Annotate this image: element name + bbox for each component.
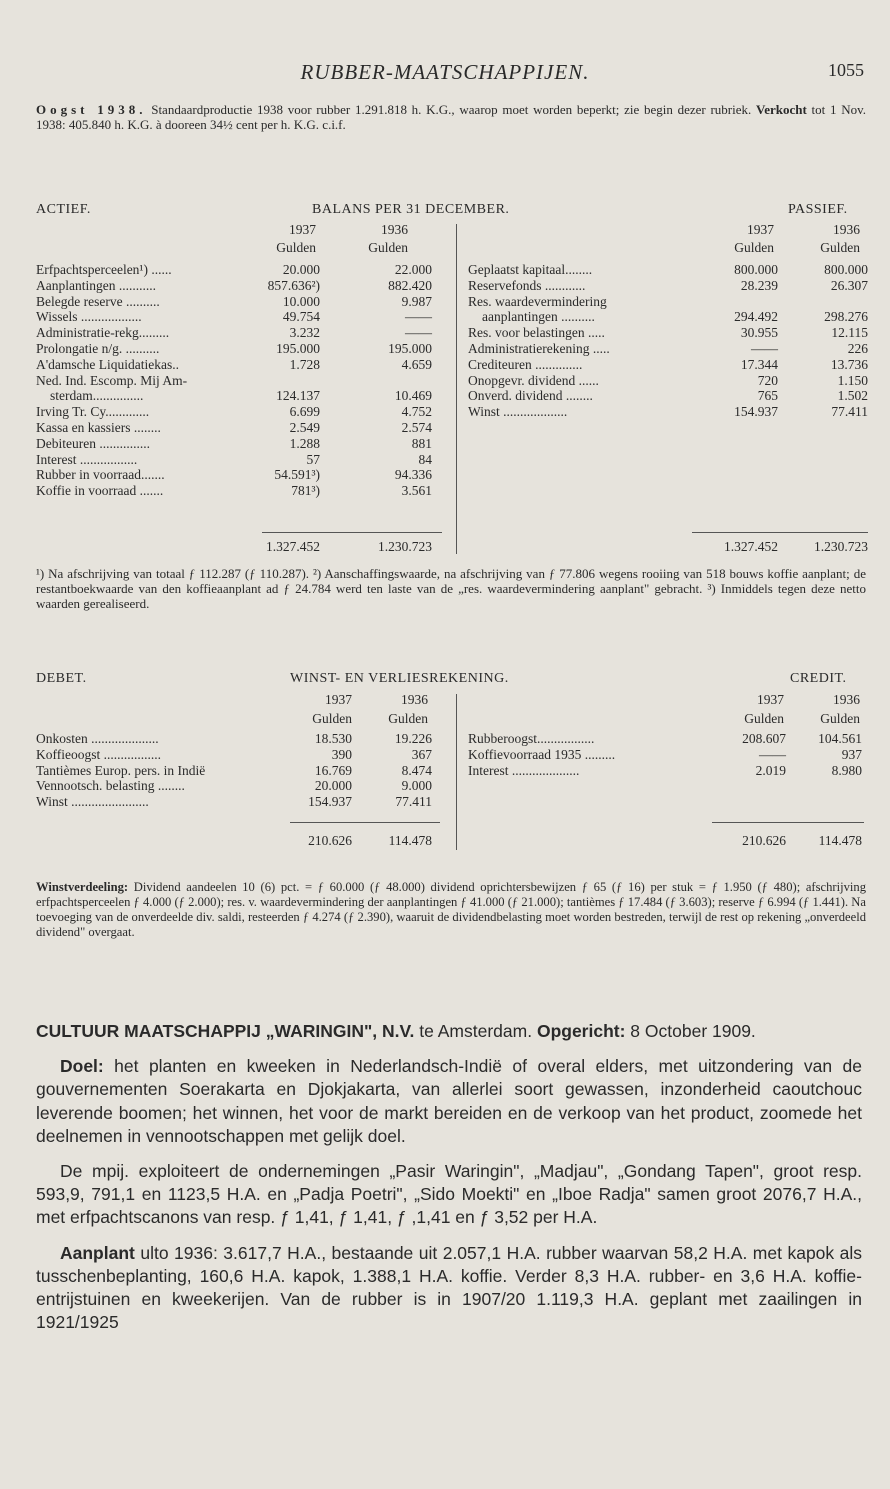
actief-value: 881 xyxy=(411,435,432,451)
passief-value: 154.937 xyxy=(734,404,778,420)
passief-label: Crediteuren .............. xyxy=(468,356,583,372)
passief-total-rule xyxy=(692,532,868,533)
passief-total-1936: 1.230.723 xyxy=(814,539,868,554)
actief-value: —— xyxy=(405,325,432,341)
passief-value: 30.955 xyxy=(740,325,778,341)
actief-label: Administratie-rekg......... xyxy=(36,325,170,341)
oogst-text-1: Standaardproductie 1938 voor rubber 1.291.818 h. K.G., waarop moet worden beperkt; zie begin dezer rubriek. xyxy=(146,102,756,117)
passief-label: Res. voor belastingen ..... xyxy=(468,325,605,341)
debet-label: Winst ....................... xyxy=(36,794,149,810)
opgericht-label: Opgericht: xyxy=(536,1021,626,1041)
winst-left-unit-2: Gulden xyxy=(388,711,428,726)
credit-value: 208.607 xyxy=(742,731,786,746)
winstverdeeling-paragraph xyxy=(36,880,866,940)
actief-total-1937: 1.327.452 xyxy=(266,539,320,554)
debet-1936-column xyxy=(360,731,432,810)
actief-value: 9.987 xyxy=(401,293,432,309)
passief-total-1937: 1.327.452 xyxy=(724,539,778,554)
passief-value: 800.000 xyxy=(734,262,778,277)
credit-1937-column xyxy=(706,731,786,778)
passief-label: Geplaatst kapitaal........ xyxy=(468,262,593,277)
debet-label: Tantièmes Europ. pers. in Indië xyxy=(36,762,206,778)
actief-value: 57 xyxy=(306,451,320,467)
debet-value: 18.530 xyxy=(314,731,352,746)
page-number: 1055 xyxy=(828,60,864,80)
debet-label: Koffieoogst ................. xyxy=(36,746,161,762)
actief-label: Debiteuren ............... xyxy=(36,435,150,451)
actief-value: 6.699 xyxy=(289,404,320,420)
passief-value: 13.736 xyxy=(830,356,868,372)
debet-value: 390 xyxy=(331,746,352,762)
actief-value: 857.636²) xyxy=(267,277,320,293)
winst-title: WINST- EN VERLIESREKENING. xyxy=(290,671,509,686)
actief-labels xyxy=(36,262,256,499)
balans-left-year-1936: 1936 xyxy=(381,222,408,237)
passief-label: Reservefonds ............ xyxy=(468,277,586,293)
opgericht-date: 8 October 1909. xyxy=(625,1021,756,1041)
actief-value: 781³) xyxy=(291,483,320,499)
actief-value: 1.728 xyxy=(289,356,320,372)
credit-total-1937: 210.626 xyxy=(742,833,786,848)
debet-labels xyxy=(36,731,286,810)
actief-title: ACTIEF. xyxy=(36,202,91,217)
actief-value: 84 xyxy=(418,451,432,467)
actief-value: 20.000 xyxy=(282,262,320,277)
passief-value: 800.000 xyxy=(824,262,868,277)
actief-label: Belegde reserve .......... xyxy=(36,293,160,309)
actief-value: 4.752 xyxy=(401,404,432,420)
actief-value xyxy=(250,373,320,389)
passief-value: 298.276 xyxy=(824,309,868,325)
actief-value: 10.469 xyxy=(394,388,432,404)
oogst-paragraph xyxy=(36,102,866,132)
running-header xyxy=(0,60,890,88)
credit-label: Interest .................... xyxy=(468,762,580,778)
company-location: te Amsterdam. xyxy=(414,1021,537,1041)
balans-right-unit-1: Gulden xyxy=(734,240,774,255)
passief-value xyxy=(700,294,778,310)
balans-left-unit-1: Gulden xyxy=(276,240,316,255)
passief-1937-column xyxy=(700,262,778,420)
actief-total-1936: 1.230.723 xyxy=(378,539,432,554)
actief-label: sterdam............... xyxy=(50,388,144,404)
actief-value: 22.000 xyxy=(394,262,432,277)
passief-value: 77.411 xyxy=(831,404,868,420)
company-section xyxy=(36,1020,862,1334)
actief-value: 4.659 xyxy=(401,356,432,372)
credit-1936-column xyxy=(790,731,862,778)
balans-left-year-1937: 1937 xyxy=(289,222,316,237)
winst-right-unit-1: Gulden xyxy=(744,711,784,726)
doel-label: Doel: xyxy=(60,1056,104,1077)
passief-labels xyxy=(468,262,698,420)
actief-label: Koffie in voorraad ....... xyxy=(36,483,164,499)
debet-total-rule xyxy=(290,822,440,823)
actief-label: Irving Tr. Cy............. xyxy=(36,404,150,420)
actief-value: —— xyxy=(405,309,432,325)
balans-title: BALANS PER 31 DECEMBER. xyxy=(312,202,510,217)
debet-value: 16.769 xyxy=(314,762,352,778)
aanplant-text: ulto 1936: 3.617,7 H.A., bestaande uit 2.057,1 H.A. rubber waarvan 58,2 H.A. met kapok als tusschenbeplanting, 160,6 H.A. kapok, 1.388,1 H.A. koffie. Verder 8,3 H.A. rubber- en 3,6 H.A. koffie-entrijstuinen en kweekerijen. Van de rubber is in 1907/20 1.119,3 H.A. geplant met zaailingen in 1921/1925 xyxy=(36,1242,862,1333)
passief-label: Onverd. dividend ........ xyxy=(468,388,593,404)
passief-value: 26.307 xyxy=(830,277,868,293)
debet-value: 367 xyxy=(411,746,432,762)
passief-value: 226 xyxy=(847,340,868,356)
balans-right-unit-2: Gulden xyxy=(820,240,860,255)
debet-label: Vennootsch. belasting ........ xyxy=(36,778,185,794)
actief-value: 54.591³) xyxy=(274,467,320,483)
debet-value: 20.000 xyxy=(314,778,352,794)
actief-label: Prolongatie n/g. .......... xyxy=(36,340,160,356)
actief-value: 3.561 xyxy=(401,483,432,499)
debet-value: 154.937 xyxy=(308,794,352,810)
passief-1936-column xyxy=(790,262,868,420)
credit-value: —— xyxy=(759,746,786,762)
actief-value: 1.288 xyxy=(289,435,320,451)
balans-right-year-1936: 1936 xyxy=(833,222,860,237)
passief-label: Res. waardevermindering xyxy=(468,293,607,309)
debet-label: Onkosten .................... xyxy=(36,731,159,746)
winst-divider xyxy=(456,694,457,850)
credit-value: 8.980 xyxy=(831,762,862,778)
passief-value: 294.492 xyxy=(734,309,778,325)
balans-right-year-1937: 1937 xyxy=(747,222,774,237)
winst-left-year-1937: 1937 xyxy=(325,692,352,707)
oogst-label: Oogst 1938. xyxy=(36,102,147,117)
actief-value: 10.000 xyxy=(282,293,320,309)
actief-label: Wissels .................. xyxy=(36,309,142,325)
doel-text: het planten en kweeken in Nederlandsch-Indië of overal elders, met uitzondering van de gouvernementen Soerakarta en Djokjakarta, van allerlei soort gewassen, inzonderheid caoutchouc leverende boomen; het winnen, het voor de markt bereiden en de verkoop van het product, zoomede het deelnemen in vennootschappen met gelijk doel. xyxy=(36,1056,862,1146)
balans-footnote: ¹) Na afschrijving van totaal ƒ 112.287 (ƒ 110.287). ²) Aanschaffingswaarde, na afschrijving van ƒ 77.806 wegens rooiing van 518 bouws koffie aanplant; de restantboekwaarde van den koffieaanplant ad ƒ 24.784 werd ten laste van de „res. waardevermindering aanplant" gebracht. ³) Inmiddels tegen deze netto waarden gerealiseerd. xyxy=(36,566,866,611)
credit-value: 937 xyxy=(841,746,862,762)
actief-value: 2.549 xyxy=(289,419,320,435)
debet-value: 77.411 xyxy=(395,794,432,810)
actief-value: 195.000 xyxy=(276,340,320,356)
winst-right-year-1937: 1937 xyxy=(757,692,784,707)
actief-label: Interest ................. xyxy=(36,451,138,467)
winst-right-unit-2: Gulden xyxy=(820,711,860,726)
passief-value: 765 xyxy=(757,388,778,404)
oogst-text-2: tot 1 Nov. 1938: 405.840 h. K.G. à dooreen 34½ cent per h. K.G. c.i.f. xyxy=(36,102,866,132)
passief-value: 1.150 xyxy=(837,372,868,388)
passief-value: 1.502 xyxy=(837,388,868,404)
passief-value: 12.115 xyxy=(831,325,868,341)
actief-label: A'damsche Liquidatiekas.. xyxy=(36,356,180,372)
aanplant-label: Aanplant xyxy=(60,1242,135,1263)
debet-value: 8.474 xyxy=(401,762,432,778)
company-name: CULTUUR MAATSCHAPPIJ „WARINGIN", N.V. xyxy=(36,1021,415,1041)
credit-label: Koffievoorraad 1935 ......... xyxy=(468,746,616,762)
actief-value: 195.000 xyxy=(388,340,432,356)
passief-label: Onopgevr. dividend ...... xyxy=(468,372,599,388)
debet-title: DEBET. xyxy=(36,671,87,686)
debet-total-1937: 210.626 xyxy=(308,833,352,848)
actief-value: 882.420 xyxy=(388,277,432,293)
doel-paragraph xyxy=(36,1055,862,1148)
passief-value: 17.344 xyxy=(740,356,778,372)
actief-label: Ned. Ind. Escomp. Mij Am- xyxy=(36,372,188,388)
passief-value xyxy=(790,294,868,310)
passief-label: aanplantingen .......... xyxy=(482,309,595,325)
debet-value: 9.000 xyxy=(401,778,432,794)
actief-value: 94.336 xyxy=(394,467,432,483)
debet-1937-column xyxy=(284,731,352,810)
actief-label: Aanplantingen ........... xyxy=(36,277,156,293)
actief-label: Erfpachtsperceelen¹) ...... xyxy=(36,262,172,277)
credit-title: CREDIT. xyxy=(790,671,847,686)
passief-value: —— xyxy=(751,340,778,356)
passief-label: Winst ................... xyxy=(468,404,568,420)
debet-value: 19.226 xyxy=(394,731,432,746)
balans-left-unit-2: Gulden xyxy=(368,240,408,255)
passief-value: 28.239 xyxy=(740,277,778,293)
debet-total-1936: 114.478 xyxy=(388,833,432,848)
credit-value: 2.019 xyxy=(755,762,786,778)
balans-divider xyxy=(456,224,457,554)
winst-left-unit-1: Gulden xyxy=(312,711,352,726)
passief-value: 720 xyxy=(757,372,778,388)
winstverdeeling-text: Dividend aandeelen 10 (6) pct. = ƒ 60.000 (ƒ 48.000) dividend oprichtersbewijzen ƒ 65 (ƒ 16) per stuk = ƒ 1.950 (ƒ 480); afschrijving erfpachtsperceelen ƒ 4.000 (ƒ 2.000); res. v. waardevermindering der aanplantingen ƒ 41.000 (ƒ 21.000); tantièmes ƒ 17.484 (ƒ 3.603); reserve ƒ 6.994 (ƒ 1.441). Na toevoeging van de onverdeelde div. saldi, resteerden ƒ 4.274 (ƒ 2.390), waaruit de dividendbelasting moet worden bestreden, terwijl de rest op rekening „onverdeeld dividend" overgaat. xyxy=(36,880,866,939)
company-heading xyxy=(36,1020,862,1043)
verkocht-label: Verkocht xyxy=(756,102,807,117)
credit-label: Rubberoogst................. xyxy=(468,731,595,746)
credit-value: 104.561 xyxy=(818,731,862,746)
mpij-paragraph: De mpij. exploiteert de ondernemingen „Pasir Waringin", „Madjau", „Gondang Tapen", groot resp. 593,9, 791,1 en 1123,5 H.A. en „Padja Poetri", „Sido Moekti" en „Iboe Radja" samen groot 2076,7 H.A., met erfpachtscanons van resp. ƒ 1,41, ƒ 1,41, ƒ ,1,41 en ƒ 3,52 per H.A. xyxy=(36,1161,862,1228)
actief-1936-column xyxy=(340,262,432,499)
winst-left-year-1936: 1936 xyxy=(401,692,428,707)
credit-labels xyxy=(468,731,718,778)
running-title: RUBBER-MAATSCHAPPIJEN. xyxy=(300,60,590,84)
credit-total-1936: 114.478 xyxy=(818,833,862,848)
winstverdeeling-label: Winstverdeeling: xyxy=(36,880,129,894)
aanplant-paragraph xyxy=(36,1242,862,1335)
credit-total-rule xyxy=(712,822,864,823)
actief-value xyxy=(340,373,432,389)
actief-label: Rubber in voorraad....... xyxy=(36,467,165,483)
actief-label: Kassa en kassiers ........ xyxy=(36,419,161,435)
actief-total-rule xyxy=(262,532,442,533)
passief-title: PASSIEF. xyxy=(788,202,848,217)
actief-1937-column xyxy=(250,262,320,499)
winst-right-year-1936: 1936 xyxy=(833,692,860,707)
actief-value: 3.232 xyxy=(289,325,320,341)
passief-label: Administratierekening ..... xyxy=(468,340,610,356)
actief-value: 49.754 xyxy=(282,309,320,325)
actief-value: 2.574 xyxy=(401,419,432,435)
actief-value: 124.137 xyxy=(276,388,320,404)
